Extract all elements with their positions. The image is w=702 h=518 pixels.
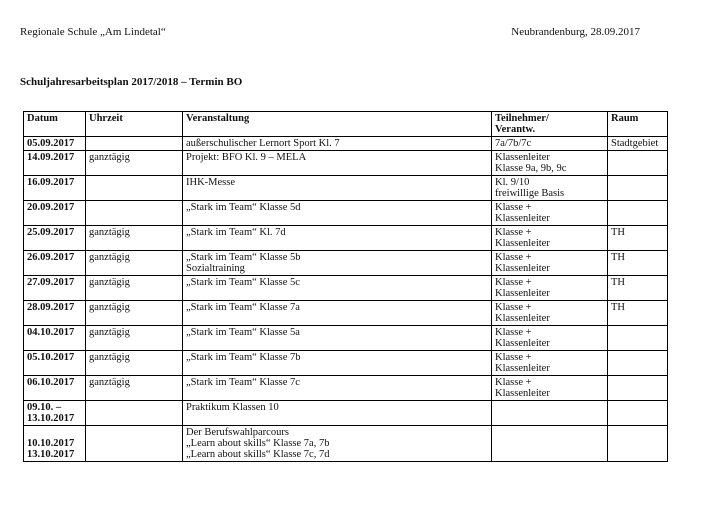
cell-event: „Stark im Team“ Klasse 7c bbox=[183, 376, 492, 401]
table-row bbox=[24, 326, 668, 351]
cell-time bbox=[86, 176, 183, 201]
table-row bbox=[24, 351, 668, 376]
cell-event: „Stark im Team“ Klasse 5a bbox=[183, 326, 492, 351]
cell-date: 20.09.2017 bbox=[24, 201, 86, 226]
cell-time: ganztägig bbox=[86, 376, 183, 401]
cell-participants bbox=[492, 401, 608, 426]
cell-event: IHK-Messe bbox=[183, 176, 492, 201]
cell-participants: Klasse + Klassenleiter bbox=[492, 251, 608, 276]
column-header-room: Raum bbox=[608, 112, 668, 137]
cell-room bbox=[608, 376, 668, 401]
cell-time: ganztägig bbox=[86, 276, 183, 301]
cell-event: Der Berufswahlparcours „Learn about skills“ Klasse 7a, 7b „Learn about skills“ Klasse 7c, 7d bbox=[183, 426, 492, 462]
cell-date: 09.10. – 13.10.2017 bbox=[24, 401, 86, 426]
cell-event: „Stark im Team“ Klasse 7b bbox=[183, 351, 492, 376]
table-row bbox=[24, 137, 668, 151]
column-header-participants: Teilnehmer/ Verantw. bbox=[492, 112, 608, 137]
cell-time bbox=[86, 401, 183, 426]
cell-room: TH bbox=[608, 226, 668, 251]
cell-participants: Klasse + Klassenleiter bbox=[492, 301, 608, 326]
cell-participants bbox=[492, 426, 608, 462]
cell-time bbox=[86, 426, 183, 462]
cell-participants: Klasse + Klassenleiter bbox=[492, 376, 608, 401]
table-row bbox=[24, 301, 668, 326]
schedule-table bbox=[23, 111, 668, 462]
cell-date: 05.10.2017 bbox=[24, 351, 86, 376]
cell-date: 05.09.2017 bbox=[24, 137, 86, 151]
table-header-row bbox=[24, 112, 668, 137]
cell-time: ganztägig bbox=[86, 351, 183, 376]
table-row bbox=[24, 426, 668, 462]
place-date: Neubrandenburg, 28.09.2017 bbox=[511, 26, 640, 38]
cell-time bbox=[86, 201, 183, 226]
cell-room bbox=[608, 351, 668, 376]
cell-date: 26.09.2017 bbox=[24, 251, 86, 276]
cell-room: TH bbox=[608, 276, 668, 301]
cell-date: 14.09.2017 bbox=[24, 151, 86, 176]
cell-participants: Kl. 9/10 freiwillige Basis bbox=[492, 176, 608, 201]
cell-room: TH bbox=[608, 301, 668, 326]
cell-room: TH bbox=[608, 251, 668, 276]
cell-room bbox=[608, 401, 668, 426]
cell-date: 04.10.2017 bbox=[24, 326, 86, 351]
cell-event: „Stark im Team“ Klasse 5c bbox=[183, 276, 492, 301]
cell-event: Projekt: BFO Kl. 9 – MELA bbox=[183, 151, 492, 176]
cell-participants: Klasse + Klassenleiter bbox=[492, 351, 608, 376]
cell-time bbox=[86, 137, 183, 151]
cell-date: 25.09.2017 bbox=[24, 226, 86, 251]
cell-room bbox=[608, 426, 668, 462]
cell-time: ganztägig bbox=[86, 301, 183, 326]
table-row bbox=[24, 151, 668, 176]
cell-date: 28.09.2017 bbox=[24, 301, 86, 326]
table-row bbox=[24, 201, 668, 226]
table-row bbox=[24, 251, 668, 276]
cell-participants: Klasse + Klassenleiter bbox=[492, 276, 608, 301]
table-row bbox=[24, 276, 668, 301]
cell-date: 06.10.2017 bbox=[24, 376, 86, 401]
cell-participants: Klassenleiter Klasse 9a, 9b, 9c bbox=[492, 151, 608, 176]
cell-event: „Stark im Team“ Klasse 5b Sozialtraining bbox=[183, 251, 492, 276]
table-row bbox=[24, 401, 668, 426]
cell-time: ganztägig bbox=[86, 251, 183, 276]
table-row bbox=[24, 376, 668, 401]
cell-date: 16.09.2017 bbox=[24, 176, 86, 201]
column-header-event: Veranstaltung bbox=[183, 112, 492, 137]
cell-participants: Klasse + Klassenleiter bbox=[492, 326, 608, 351]
cell-room bbox=[608, 151, 668, 176]
cell-event: „Stark im Team“ Kl. 7d bbox=[183, 226, 492, 251]
column-header-date: Datum bbox=[24, 112, 86, 137]
cell-participants: Klasse + Klassenleiter bbox=[492, 226, 608, 251]
document-title: Schuljahresarbeitsplan 2017/2018 – Termin BO bbox=[20, 76, 243, 88]
cell-event: Praktikum Klassen 10 bbox=[183, 401, 492, 426]
cell-date: 27.09.2017 bbox=[24, 276, 86, 301]
cell-room bbox=[608, 176, 668, 201]
column-header-time: Uhrzeit bbox=[86, 112, 183, 137]
table-row bbox=[24, 176, 668, 201]
cell-time: ganztägig bbox=[86, 326, 183, 351]
cell-participants: Klasse + Klassenleiter bbox=[492, 201, 608, 226]
cell-room bbox=[608, 201, 668, 226]
cell-participants: 7a/7b/7c bbox=[492, 137, 608, 151]
cell-time: ganztägig bbox=[86, 151, 183, 176]
school-name: Regionale Schule „Am Lindetal“ bbox=[20, 26, 166, 38]
cell-event: „Stark im Team“ Klasse 5d bbox=[183, 201, 492, 226]
cell-time: ganztägig bbox=[86, 226, 183, 251]
cell-room: Stadtgebiet bbox=[608, 137, 668, 151]
cell-date: 10.10.2017 13.10.2017 bbox=[24, 426, 86, 462]
cell-room bbox=[608, 326, 668, 351]
cell-event: außerschulischer Lernort Sport Kl. 7 bbox=[183, 137, 492, 151]
cell-event: „Stark im Team“ Klasse 7a bbox=[183, 301, 492, 326]
table-row bbox=[24, 226, 668, 251]
